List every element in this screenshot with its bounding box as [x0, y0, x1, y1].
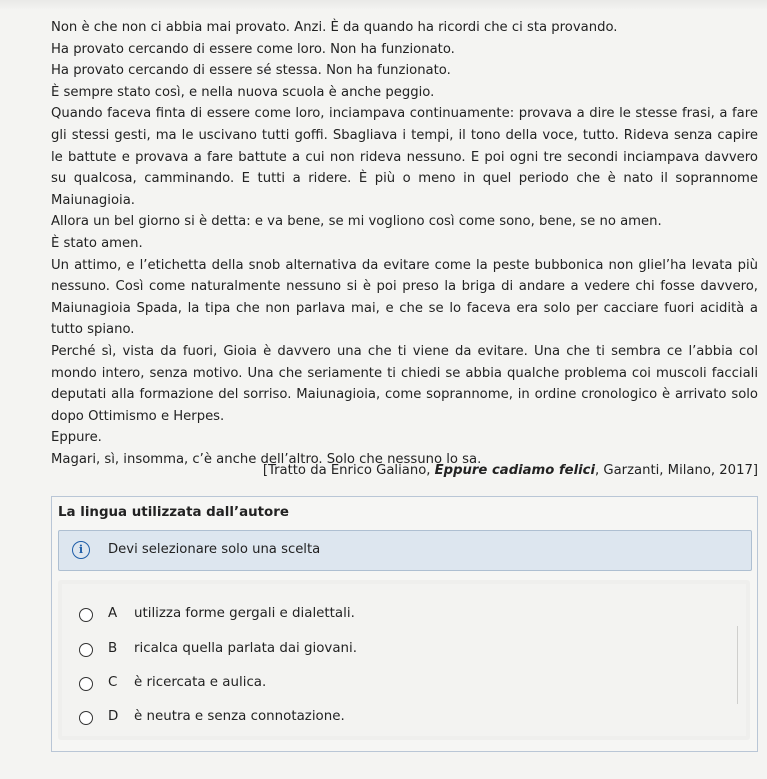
- option-text: è ricercata e aulica.: [134, 675, 267, 690]
- paragraph: Magari, sì, insomma, c’è anche dell’altro. Solo che nessuno lo sa.: [51, 451, 482, 467]
- option-text: utilizza forme gergali e dialettali.: [134, 606, 355, 621]
- option-d[interactable]: [62, 706, 722, 732]
- paragraph: Ha provato cercando di essere sé stessa. Non ha funzionato.: [51, 63, 451, 79]
- option-c[interactable]: [62, 672, 722, 698]
- option-text: è neutra e senza connotazione.: [134, 709, 345, 724]
- radio-button[interactable]: [79, 643, 93, 657]
- radio-button[interactable]: [79, 608, 93, 622]
- paragraph: Un attimo, e l’etichetta della snob alternativa da evitare come la peste bubbonica non gliel’ha levata più nessuno. Così come naturalmente nessuno si è poi preso la briga di andare a vedere chi fosse davvero, Maiunagioia Spada, la tipa che non parlava mai, e che se lo faceva era solo per cacciare fuori acidità a tutto spiano.: [51, 257, 758, 338]
- paragraph: Allora un bel giorno si è detta: e va bene, se mi vogliono così come sono, bene, se no amen.: [51, 214, 662, 230]
- paragraph: Quando faceva finta di essere come loro, inciampava continuamente: provava a dire le stesse frasi, a fare gli stessi gesti, ma le uscivano tutti goffi. Sbagliava i tempi, il tono della voce, tutto. Rideva senza capire le battute e provava a fare battute a cui non rideva nessuno. E poi ogni tre secondi inciampava davvero su qualcosa, camminando. E tutti a ridere. È più o meno in quel periodo che è nato il soprannome Maiunagioia.: [51, 106, 758, 208]
- paragraph: Eppure.: [51, 430, 102, 446]
- option-letter: D: [108, 709, 119, 724]
- option-a[interactable]: [62, 603, 722, 629]
- info-text: Devi selezionare solo una scelta: [108, 542, 321, 557]
- scroll-track: [737, 626, 738, 704]
- option-b[interactable]: [62, 638, 722, 664]
- radio-button[interactable]: [79, 711, 93, 725]
- option-letter: A: [108, 606, 118, 621]
- reading-passage: [51, 17, 758, 470]
- paragraph: È sempre stato così, e nella nuova scuola è anche peggio.: [51, 84, 435, 100]
- radio-button[interactable]: [79, 677, 93, 691]
- info-icon: i: [72, 541, 90, 559]
- source-prefix: [Tratto da Enrico Galiano,: [262, 463, 435, 478]
- source-suffix: , Garzanti, Milano, 2017]: [595, 463, 758, 478]
- paragraph: Perché sì, vista da fuori, Gioia è davvero una che ti viene da evitare. Una che ti sembra ce l’abbia col mondo intero, senza motivo. Una che seriamente ti chiedi se abbia qualche problema coi muscoli facciali deputati alla formazione del sorriso. Maiunagioia, come soprannome, in ordine cronologico è arrivato solo dopo Ottimismo e Herpes.: [51, 343, 758, 424]
- options-container: [58, 580, 750, 740]
- question-title: La lingua utilizzata dall’autore: [58, 505, 289, 520]
- source-title: Eppure cadiamo felici: [434, 463, 595, 478]
- paragraph: Ha provato cercando di essere come loro. Non ha funzionato.: [51, 41, 455, 57]
- top-fade: [0, 0, 767, 10]
- question-box: [51, 496, 758, 752]
- source-citation: [263, 460, 758, 482]
- option-letter: C: [108, 675, 118, 690]
- info-bar: [58, 530, 752, 571]
- paragraph: È stato amen.: [51, 235, 143, 251]
- paragraph: Non è che non ci abbia mai provato. Anzi. È da quando ha ricordi che ci sta provando.: [51, 20, 618, 35]
- option-text: ricalca quella parlata dai giovani.: [134, 641, 358, 656]
- options-list: [62, 584, 746, 736]
- option-letter: B: [108, 641, 118, 656]
